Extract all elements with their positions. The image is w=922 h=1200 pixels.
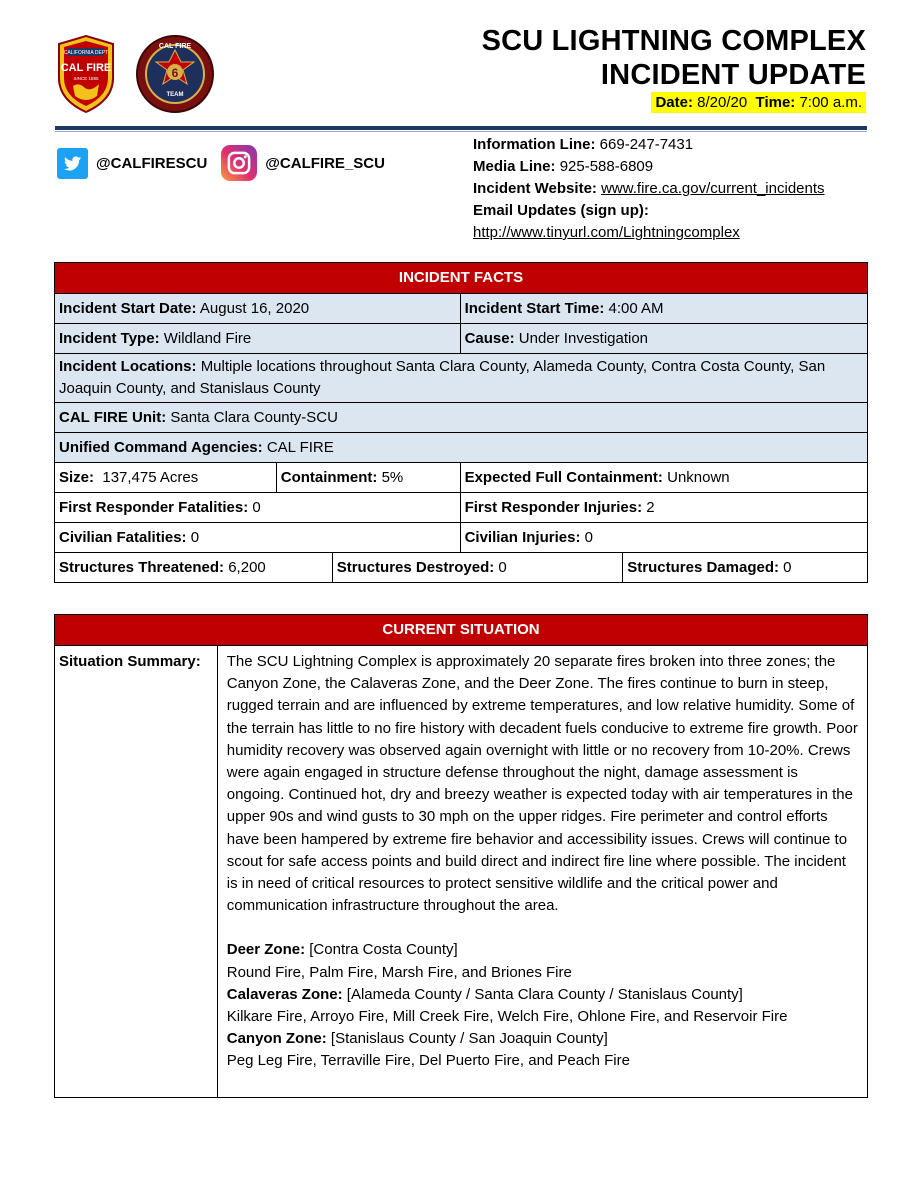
- civ-fatalities-cell: [55, 523, 461, 553]
- website-label: Incident Website:: [473, 180, 597, 197]
- start-time-cell: [460, 294, 867, 324]
- team-6-logo: [135, 34, 215, 114]
- destroyed-value: 0: [498, 558, 507, 576]
- canyon-zone-fires: Peg Leg Fire, Terraville Fire, Del Puerto Fire, and Peach Fire: [226, 1052, 630, 1070]
- fr-fatalities-value: 0: [252, 498, 261, 516]
- deer-zone-counties: [Contra Costa County]: [309, 941, 458, 959]
- containment-value: 5%: [381, 468, 404, 486]
- date-value: 8/20/20: [697, 94, 748, 111]
- time-value: 7:00 a.m.: [799, 94, 862, 111]
- incident-type-value: Wildland Fire: [163, 329, 252, 347]
- incident-locations-value: Multiple locations throughout Santa Clara County, Alameda County, Contra Costa County, San Joaquin County, and Stanislaus County: [59, 358, 826, 397]
- svg-text:TEAM: TEAM: [166, 92, 184, 98]
- start-date-cell: [55, 294, 461, 324]
- twitter-handle[interactable]: @CALFIRESCU: [96, 154, 208, 172]
- svg-text:CAL FIRE: CAL FIRE: [158, 43, 192, 50]
- svg-text:SINCE 1885: SINCE 1885: [73, 76, 99, 81]
- incident-locations-cell: [55, 354, 868, 403]
- calfire-unit-label: CAL FIRE Unit:: [59, 408, 167, 426]
- incident-type-label: Incident Type:: [59, 329, 160, 347]
- document-title-line1: SCU LIGHTNING COMPLEX: [481, 25, 866, 57]
- twitter-icon[interactable]: [57, 148, 88, 179]
- current-situation-table: [54, 614, 868, 1098]
- incident-facts-heading: INCIDENT FACTS: [55, 263, 868, 294]
- email-updates: [473, 200, 825, 222]
- table-row: [55, 493, 868, 523]
- civ-fatalities-label: Civilian Fatalities:: [59, 528, 187, 546]
- canyon-zone-counties: [Stanislaus County / San Joaquin County]: [330, 1030, 608, 1048]
- table-row: [55, 354, 868, 403]
- table-row: [55, 523, 868, 553]
- svg-text:CALIFORNIA DEPT: CALIFORNIA DEPT: [63, 50, 109, 56]
- civ-injuries-label: Civilian Injuries:: [464, 528, 581, 546]
- info-line-value: 669-247-7431: [599, 136, 694, 153]
- start-date-value: August 16, 2020: [199, 299, 310, 317]
- calfire-unit-value: Santa Clara County-SCU: [170, 408, 338, 426]
- date-label: Date:: [655, 94, 693, 111]
- calfire-unit-cell: [55, 403, 868, 433]
- damaged-label: Structures Damaged:: [627, 558, 779, 576]
- table-row: [55, 553, 868, 583]
- email-updates-label: Email Updates (sign up):: [473, 202, 649, 219]
- table-row: [55, 324, 868, 354]
- civ-injuries-cell: [460, 523, 867, 553]
- incident-facts-table: [54, 262, 868, 583]
- media-line-value: 925-588-6809: [559, 158, 654, 175]
- calaveras-zone-counties: [Alameda County / Santa Clara County / Stanislaus County]: [346, 985, 743, 1003]
- threatened-label: Structures Threatened:: [59, 558, 225, 576]
- current-situation-heading: CURRENT SITUATION: [55, 615, 868, 646]
- start-date-label: Incident Start Date:: [59, 299, 197, 317]
- cause-cell: [460, 324, 867, 354]
- agencies-value: CAL FIRE: [266, 438, 334, 456]
- header-divider: [55, 126, 867, 130]
- media-line-label: Media Line:: [473, 158, 556, 175]
- fr-fatalities-cell: [55, 493, 461, 523]
- fr-injuries-label: First Responder Injuries:: [464, 498, 643, 516]
- time-label: Time:: [755, 94, 796, 111]
- calaveras-zone-fires: Kilkare Fire, Arroyo Fire, Mill Creek Fire, Welch Fire, Ohlone Fire, and Reservoir Fire: [226, 1008, 788, 1026]
- calaveras-zone-label: Calaveras Zone:: [226, 985, 343, 1003]
- canyon-zone-label: Canyon Zone:: [226, 1030, 327, 1048]
- deer-zone-heading: [227, 939, 859, 961]
- zone-list: [227, 939, 859, 1072]
- date-time-highlight: [651, 92, 866, 113]
- deer-zone-label: Deer Zone:: [226, 941, 306, 959]
- table-row: [55, 433, 868, 463]
- fr-injuries-value: 2: [646, 498, 655, 516]
- start-time-value: 4:00 AM: [608, 299, 664, 317]
- table-row: [55, 403, 868, 433]
- fr-injuries-cell: [460, 493, 867, 523]
- canyon-zone-heading: [227, 1028, 859, 1050]
- incident-locations-label: Incident Locations:: [59, 358, 197, 375]
- info-line-label: Information Line:: [473, 136, 596, 153]
- agencies-label: Unified Command Agencies:: [59, 438, 263, 456]
- table-row: [55, 646, 868, 1098]
- containment-cell: [276, 463, 460, 493]
- cause-label: Cause:: [464, 329, 515, 347]
- info-line: [473, 134, 825, 156]
- svg-text:CAL FIRE: CAL FIRE: [60, 62, 112, 74]
- header-divider-shadow: [55, 131, 867, 132]
- civ-injuries-value: 0: [584, 528, 593, 546]
- document-title-line2: INCIDENT UPDATE: [600, 59, 866, 91]
- instagram-icon[interactable]: [221, 145, 257, 181]
- table-row: [55, 463, 868, 493]
- calfire-logo: [55, 34, 117, 114]
- threatened-value: 6,200: [228, 558, 266, 576]
- civ-fatalities-value: 0: [190, 528, 200, 546]
- svg-text:6: 6: [171, 66, 179, 80]
- deer-zone-fires: Round Fire, Palm Fire, Marsh Fire, and Briones Fire: [226, 963, 572, 981]
- situation-summary-cell: [217, 646, 867, 1098]
- full-containment-value: Unknown: [667, 468, 730, 486]
- table-row: [55, 294, 868, 324]
- agencies-cell: [55, 433, 868, 463]
- threatened-cell: [55, 553, 333, 583]
- situation-summary-text: The SCU Lightning Complex is approximately 20 separate fires broken into three zones; the Canyon Zone, the Calaveras Zone, and the Deer Zone. The fires continue to burn in steep, rugged terrain and are influenced by extreme temperatures, and low relative humidity. Some of the terrain has little to no fire history with decadent fuels conducive to extreme fire growth. Poor humidity recovery was observed again overnight with little or no recovery from 10-20%. Crews were again engaged in structure defense throughout the night, damage assessment is ongoing. Continued hot, dry and breezy weather is expected today with air temperatures in the upper 90s and wind gusts to 30 mph on the upper ridges. Fire perimeter and control efforts have been hampered by extreme fire behavior and accessibility issues. Crews will continue to scout for safe access points and build direct and indirect fire line where possible. The incident is in need of critical resources to protect sensitive wildlife and the critical power and communication infrastructure throughout the area.: [226, 653, 858, 915]
- damaged-cell: [623, 553, 868, 583]
- social-links: [57, 145, 385, 181]
- destroyed-label: Structures Destroyed:: [336, 558, 495, 576]
- media-line: [473, 156, 825, 178]
- fr-fatalities-label: First Responder Fatalities:: [59, 498, 249, 516]
- start-time-label: Incident Start Time:: [464, 299, 605, 317]
- website-link[interactable]: www.fire.ca.gov/current_incidents: [601, 180, 825, 197]
- incident-website: [473, 178, 825, 200]
- instagram-handle[interactable]: @CALFIRE_SCU: [265, 154, 385, 172]
- size-cell: Size: 137,475 Acres: [55, 463, 277, 493]
- cause-value: Under Investigation: [518, 329, 649, 347]
- size-value: 137,475 Acres: [102, 468, 199, 486]
- contact-info: [473, 134, 825, 244]
- size-label: Size: [59, 468, 90, 486]
- calaveras-zone-heading: [227, 984, 859, 1006]
- full-containment-label: Expected Full Containment:: [464, 468, 663, 486]
- damaged-value: 0: [783, 558, 792, 576]
- destroyed-cell: [332, 553, 623, 583]
- full-containment-cell: [460, 463, 867, 493]
- incident-type-cell: [55, 324, 461, 354]
- containment-label: Containment:: [280, 468, 378, 486]
- situation-summary-label: Situation Summary:: [55, 646, 218, 1098]
- email-signup-link[interactable]: http://www.tinyurl.com/Lightningcomplex: [473, 224, 740, 241]
